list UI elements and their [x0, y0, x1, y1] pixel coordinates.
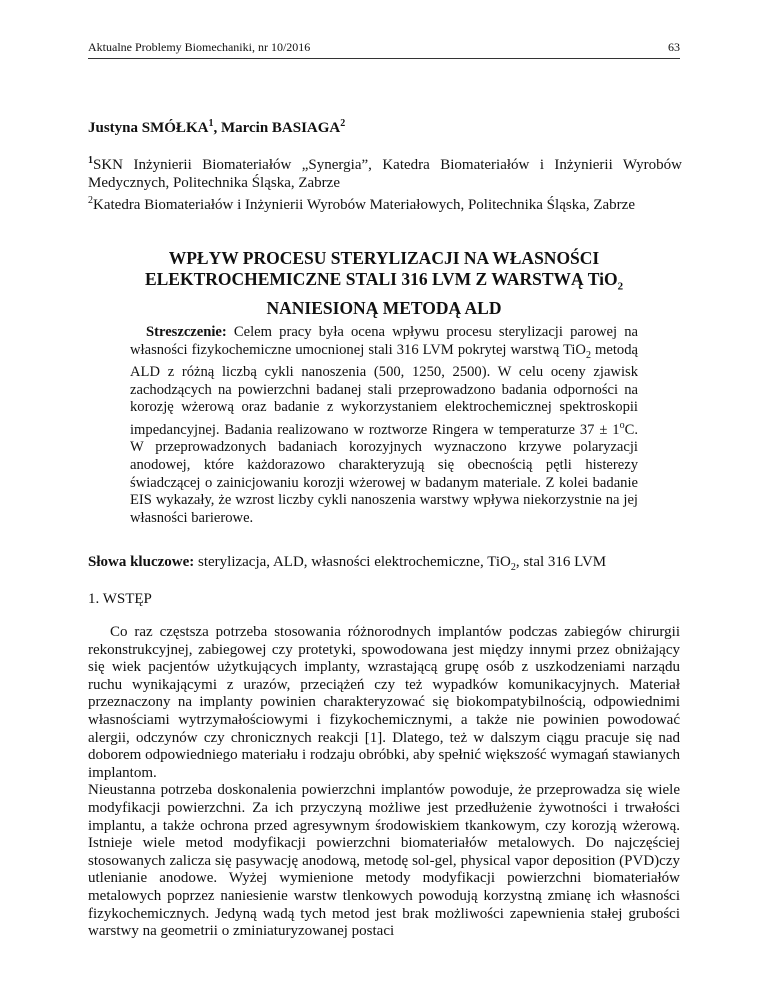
author-1: Justyna SMÓŁKA [88, 120, 209, 136]
affiliation-1-text: SKN Inżynierii Biomateriałów „Synergia”, Katedra Biomateriałów i Inżynierii Wyrobów Medycznych, Politechnika Śląska, Zabrze [88, 157, 682, 191]
abstract-text-3: C. W przeprowadzonych badaniach korozyjnych wyznaczono krzywe polaryzacji anodowej, które każdorazowo charakteryzują się obecnością pętli histerezy świadczącej o zainicjowaniu korozji wżerowej w badanym materiale. Z kolei badanie EIS wykazały, że wzrost liczby cykli nanoszenia warstwy wpływa niekorzystnie na jej własności barierowe. [130, 421, 638, 526]
author-separator: , [213, 120, 221, 136]
title-line-1: WPŁYW PROCESU STERYLIZACJI NA WŁASNOŚCI [168, 248, 600, 268]
affiliation-2 [88, 192, 682, 214]
affiliation-1 [88, 152, 682, 192]
title-line-2-text: ELEKTROCHEMICZNE STALI 316 LVM Z WARSTWĄ TiO [144, 269, 618, 289]
affiliation-2-mark: 2 [88, 195, 93, 206]
authors [88, 118, 345, 137]
abstract-degree-superscript: o [619, 419, 625, 431]
paragraph-1: Co raz częstsza potrzeba stosowania różnorodnych implantów podczas zabiegów chirurgii rekonstrukcyjnej, zabiegowej czy protetyki, spowodowana jest między innymi przez obniżający się wiek pacjentów użytkujących implanty, wzrastającą grupę osób z uszkodzeniami narządu ruchu wynikającymi z urazów, przeciążeń czy też wypadków komunikacyjnych. Materiał przeznaczony na implanty powinien charakteryzować się biokompatybilnością, odpowiednimi własnościami wytrzymałościowymi i fizykochemicznymi, a także nie powinien powodować alergii, odczynów czy chronicznych reakcji [1]. Dlatego, też w dalszym ciągu pracuje się nad doborem odpowiedniego materiału i rodzaju obróbki, aby spełnić większość wymagań stawianych implantom. [88, 624, 680, 781]
abstract-text-1: Celem pracy była ocena wpływu procesu sterylizacji parowej na własności fizykochemiczne umocnionej stali 316 LVM pokrytej warstwą TiO [130, 324, 638, 358]
paragraph-2: Nieustanna potrzeba doskonalenia powierzchni implantów powoduje, że przeprowadza się wiele modyfikacji powierzchni. Za ich przyczyną możliwe jest przedłużenie żywotności i trwałości implantu, a także ochrona przed agresywnym środowiskiem tkankowym, czy korozją wżerową. Istnieje wiele metod modyfikacji powierzchni biomateriałów metalowych. Do najczęściej stosowanych zalicza się pasywację anodową, metodę sol-gel, physical vapor deposition (PVD)czy utlenianie anodowe. Wyżej wymienione metody modyfikacji powierzchni biomateriałów metalowych poprzez naniesienie warstw tlenkowych powodują korzystną zmianę ich własności fizykochemicznych. Jedyną wadą tych metod jest brak możliwości zapewnienia stałej grubości warstwy na geometrii o zminiaturyzowanej postaci [88, 782, 680, 940]
running-header [88, 40, 680, 59]
keywords-subscript: 2 [510, 562, 516, 573]
page-number: 63 [668, 40, 680, 54]
abstract-subscript: 2 [585, 349, 591, 361]
affiliation-1-mark: 1 [88, 155, 93, 166]
keywords-text-1: sterylizacja, ALD, własności elektrochemiczne, TiO [194, 554, 511, 570]
keywords [88, 554, 680, 573]
title-line-2 [88, 269, 680, 298]
keywords-label: Słowa kluczowe: [88, 554, 195, 570]
title-subscript: 2 [617, 280, 624, 293]
keywords-text-2: , stal 316 LVM [515, 554, 607, 570]
author-2-affiliation-mark: 2 [340, 118, 346, 129]
title-line-3: NANIESIONĄ METODĄ ALD [266, 297, 502, 318]
body-text [88, 624, 680, 941]
abstract-label: Streszczenie: [146, 324, 227, 340]
author-2: Marcin BASIAGA [220, 120, 341, 136]
abstract-text-2: metodą ALD z różną liczbą cykli nanoszenia (500, 1250, 2500). W celu oceny zjawisk zachodzących na powierzchni badanej stali przeprowadzono badania odporności na korozję wżerową oraz badanie z wykorzystaniem elektrochemicznej spektroskopii impedancyjnej. Badania realizowano w roztworze Ringera w temperaturze 37 ± 1 [130, 341, 638, 438]
affiliations [88, 152, 682, 214]
paper-title [88, 248, 680, 319]
author-1-affiliation-mark: 1 [208, 118, 214, 129]
affiliation-2-text: Katedra Biomateriałów i Inżynierii Wyrobów Materiałowych, Politechnika Śląska, Zabrze [93, 197, 635, 213]
journal-name: Aktualne Problemy Biomechaniki, nr 10/2016 [88, 40, 311, 54]
abstract [130, 324, 638, 527]
section-heading: 1. WSTĘP [88, 591, 152, 607]
